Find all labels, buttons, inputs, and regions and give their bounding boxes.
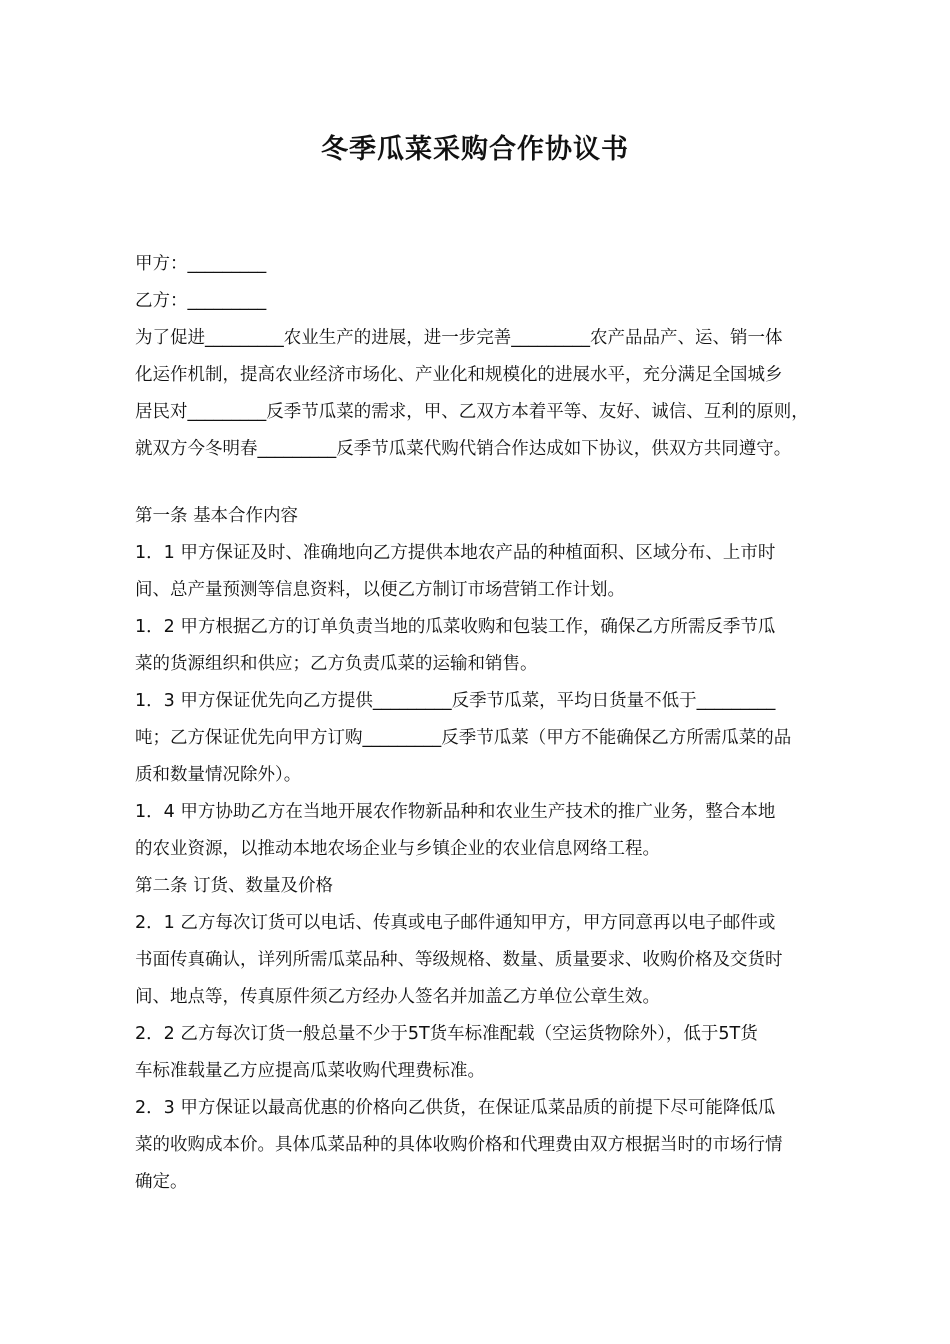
- preamble-line: 为了促进_________农业生产的进展，进一步完善_________农产品品产、运、销一体: [135, 328, 783, 348]
- clause-line: 1．4 甲方协助乙方在当地开展农作物新品种和农业生产技术的推广业务，整合本地: [135, 802, 776, 822]
- clause-line: 1．2 甲方根据乙方的订单负责当地的瓜菜收购和包装工作，确保乙方所需反季节瓜: [135, 617, 776, 637]
- clause-line: 菜的收购成本价。具体瓜菜品种的具体收购价格和代理费由双方根据当时的市场行情: [135, 1135, 783, 1155]
- clause-1-2: [116, 609, 838, 683]
- clause-2-1: [116, 905, 838, 1016]
- clause-1-1: [116, 535, 838, 609]
- clause-line: 质和数量情况除外）。: [135, 765, 302, 785]
- article-1-heading: 第一条 基本合作内容: [135, 506, 299, 526]
- clause-2-2: [116, 1016, 838, 1090]
- clause-line: 的农业资源，以推动本地农场企业与乡镇企业的农业信息网络工程。: [135, 839, 660, 859]
- clause-line: 2．2 乙方每次订货一般总量不少于5T货车标准配载（空运货物除外），低于5T货: [135, 1024, 758, 1044]
- clause-line: 1．3 甲方保证优先向乙方提供_________反季节瓜菜，平均日货量不低于_________: [135, 691, 776, 711]
- preamble-line: 居民对_________反季节瓜菜的需求，甲、乙双方本着平等、友好、诚信、互利的原则，: [135, 402, 809, 422]
- clause-1-4: [116, 794, 838, 868]
- clause-1-3: [116, 683, 838, 794]
- clause-line: 书面传真确认，详列所需瓜菜品种、等级规格、数量、质量要求、收购价格及交货时: [135, 950, 783, 970]
- article-2-heading: 第二条 订货、数量及价格: [135, 876, 334, 896]
- party-b-line: 乙方：_________: [135, 291, 267, 311]
- clause-2-3: [116, 1090, 838, 1201]
- clause-line: 车标准载量乙方应提高瓜菜收购代理费标准。: [135, 1061, 485, 1081]
- clause-line: 2．3 甲方保证以最高优惠的价格向乙供货，在保证瓜菜品质的前提下尽可能降低瓜: [135, 1098, 776, 1118]
- section-spacer: [116, 468, 838, 498]
- party-a-line: 甲方：_________: [135, 254, 267, 274]
- clause-line: 间、总产量预测等信息资料，以便乙方制订市场营销工作计划。: [135, 580, 625, 600]
- document-title: 冬季瓜菜采购合作协议书: [321, 134, 629, 165]
- preamble-paragraph: [116, 320, 838, 468]
- preamble-line: 化运作机制，提高农业经济市场化、产业化和规模化的进展水平，充分满足全国城乡: [135, 365, 783, 385]
- clause-line: 1．1 甲方保证及时、准确地向乙方提供本地农产品的种植面积、区域分布、上市时: [135, 543, 776, 563]
- clause-line: 菜的货源组织和供应；乙方负责瓜菜的运输和销售。: [135, 654, 538, 674]
- preamble-line: 就双方今冬明春_________反季节瓜菜代购代销合作达成如下协议，供双方共同遵守。: [135, 439, 792, 459]
- clause-line: 2．1 乙方每次订货可以电话、传真或电子邮件通知甲方，甲方同意再以电子邮件或: [135, 913, 776, 933]
- clause-line: 间、地点等，传真原件须乙方经办人签名并加盖乙方单位公章生效。: [135, 987, 660, 1007]
- clause-line: 吨；乙方保证优先向甲方订购_________反季节瓜菜（甲方不能确保乙方所需瓜菜的品: [135, 728, 792, 748]
- clause-line: 确定。: [135, 1172, 188, 1192]
- document-body: [116, 246, 838, 1201]
